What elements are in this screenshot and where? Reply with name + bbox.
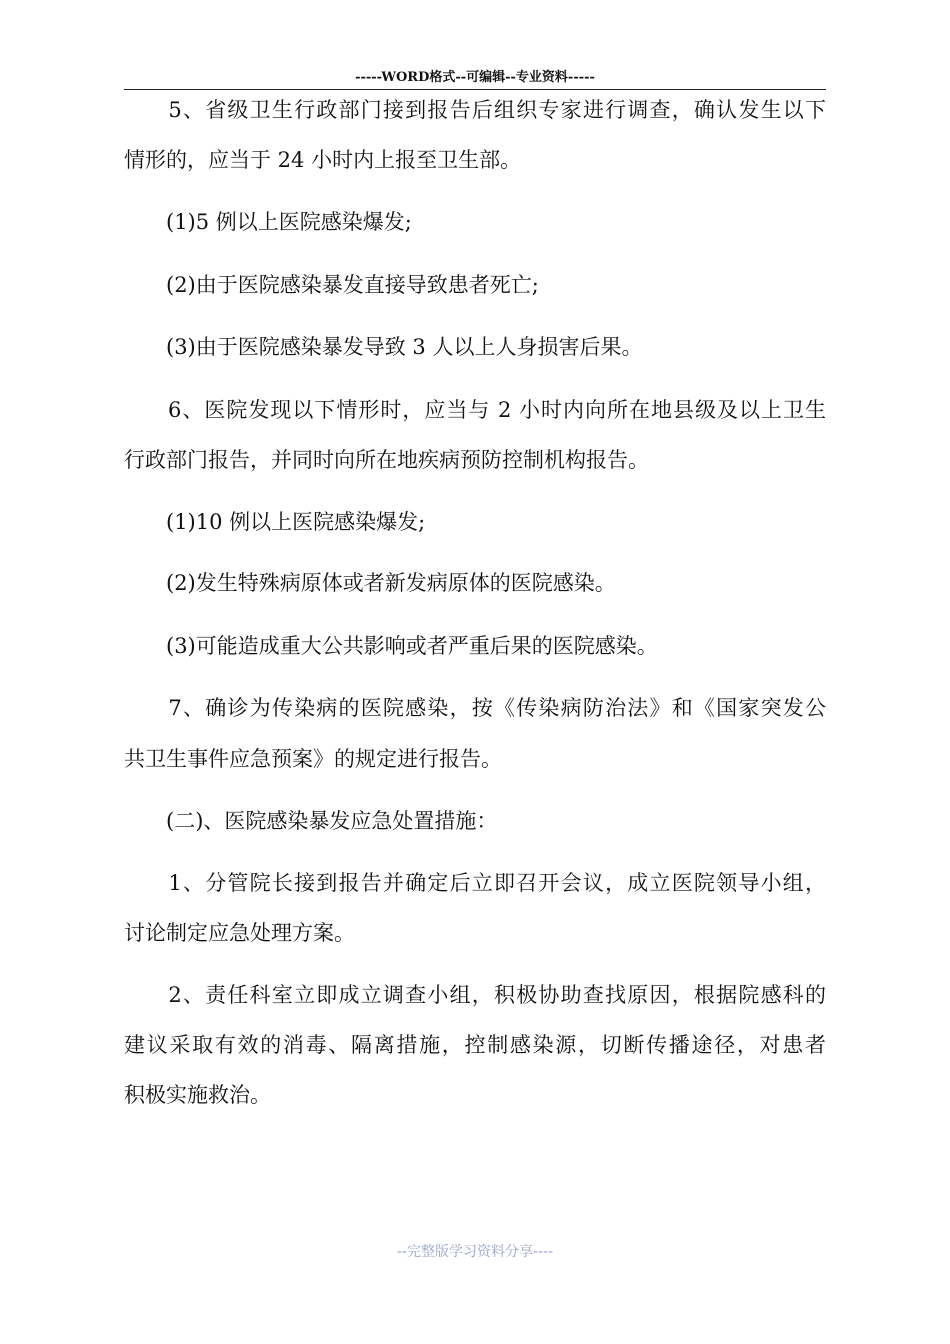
paragraph-6-line-1: 6、医院发现以下情形时，应当与 2 小时内向所在地县级及以上卫生	[124, 398, 826, 422]
measure-2-line-3: 积极实施救治。	[124, 1083, 271, 1107]
page-header: -----WORD格式--可编辑--专业资料-----	[124, 70, 826, 90]
list-item-5-2: (2)由于医院感染暴发直接导致患者死亡;	[124, 273, 539, 297]
list-item-5-1: (1)5 例以上医院感染爆发;	[124, 210, 412, 234]
measure-2-line-2: 建议采取有效的消毒、隔离措施，控制感染源，切断传播途径，对患者	[124, 1033, 826, 1057]
measure-1-line-1: 1、分管院长接到报告并确定后立即召开会议，成立医院领导小组，	[124, 871, 826, 895]
measure-2-line-1: 2、责任科室立即成立调查小组，积极协助查找原因，根据院感科的	[124, 983, 826, 1007]
list-item-5-3: (3)由于医院感染暴发导致 3 人以上人身损害后果。	[124, 335, 643, 359]
page-footer: --完整版学习资料分享----	[396, 1244, 554, 1260]
list-item-6-1: (1)10 例以上医院感染爆发;	[124, 510, 426, 534]
paragraph-7-line-1: 7、确诊为传染病的医院感染，按《传染病防治法》和《国家突发公	[124, 696, 826, 720]
list-item-6-3: (3)可能造成重大公共影响或者严重后果的医院感染。	[124, 634, 658, 658]
list-item-6-2: (2)发生特殊病原体或者新发病原体的医院感染。	[124, 571, 616, 595]
section-heading-2: (二)、医院感染暴发应急处置措施：	[124, 809, 498, 833]
paragraph-5-line-2: 情形的，应当于 24 小时内上报至卫生部。	[124, 148, 522, 172]
measure-1-line-2: 讨论制定应急处理方案。	[124, 921, 355, 945]
paragraph-5-line-1: 5、省级卫生行政部门接到报告后组织专家进行调查，确认发生以下	[124, 98, 826, 122]
paragraph-6-line-2: 行政部门报告，并同时向所在地疾病预防控制机构报告。	[124, 448, 649, 472]
paragraph-7-line-2: 共卫生事件应急预案》的规定进行报告。	[124, 747, 502, 771]
